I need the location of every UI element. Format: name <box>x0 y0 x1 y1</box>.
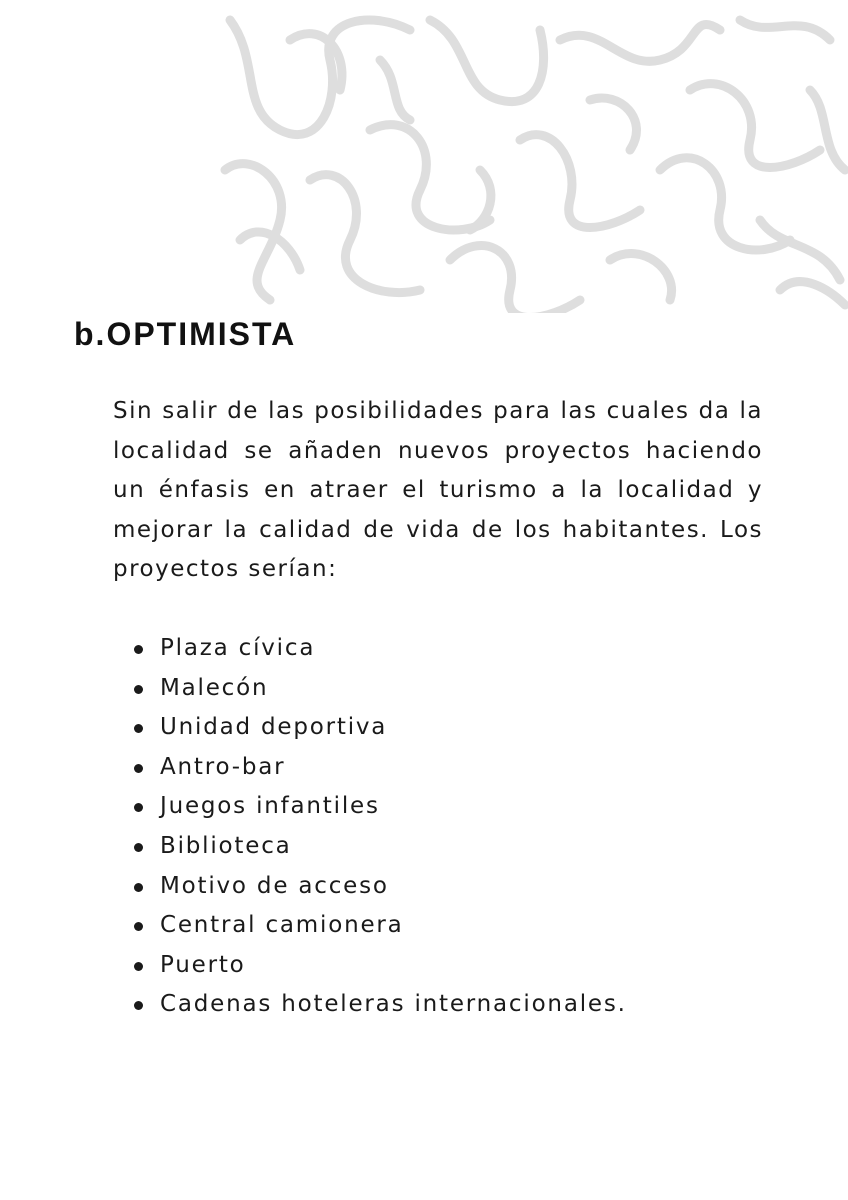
bullet-icon <box>134 843 143 852</box>
bullet-icon <box>134 962 143 971</box>
list-item <box>133 827 627 867</box>
list-item-text: Unidad deportiva <box>160 714 388 741</box>
list-item <box>133 867 627 907</box>
list-item-text: Biblioteca <box>160 832 292 859</box>
bullet-icon <box>134 883 143 892</box>
intro-paragraph: Sin salir de las posibilidades para las cuales da la localidad se añaden nuevos proyectos haciendo un énfasis en atraer el turismo a la localidad y mejorar la calidad de vida de los habitantes. Los proyectos serían: <box>113 398 763 583</box>
decorative-swirl-pattern <box>220 0 848 313</box>
list-item <box>133 708 627 748</box>
bullet-icon <box>134 922 143 931</box>
list-item-text: Central camionera <box>160 912 404 939</box>
bullet-icon <box>134 685 143 694</box>
bullet-icon <box>134 1001 143 1010</box>
swirl-pattern-graphic <box>220 0 848 313</box>
list-item <box>133 946 627 986</box>
list-item <box>133 985 627 1025</box>
list-item-text: Cadenas hoteleras internacionales. <box>160 991 627 1018</box>
section-heading: b.OPTIMISTA <box>74 316 297 352</box>
list-item <box>133 748 627 788</box>
bullet-icon <box>134 764 143 773</box>
list-item <box>133 669 627 709</box>
list-item-text: Puerto <box>160 951 246 978</box>
bullet-icon <box>134 803 143 812</box>
list-item-text: Antro-bar <box>160 753 286 780</box>
bullet-icon <box>134 645 143 654</box>
list-item-text: Motivo de acceso <box>160 872 389 899</box>
list-item <box>133 787 627 827</box>
list-item-text: Juegos infantiles <box>160 793 380 820</box>
projects-list <box>133 629 627 1025</box>
list-item-text: Plaza cívica <box>160 635 316 661</box>
list-item <box>133 906 627 946</box>
list-item <box>133 629 627 669</box>
list-item-text: Malecón <box>160 674 269 701</box>
bullet-icon <box>134 724 143 733</box>
